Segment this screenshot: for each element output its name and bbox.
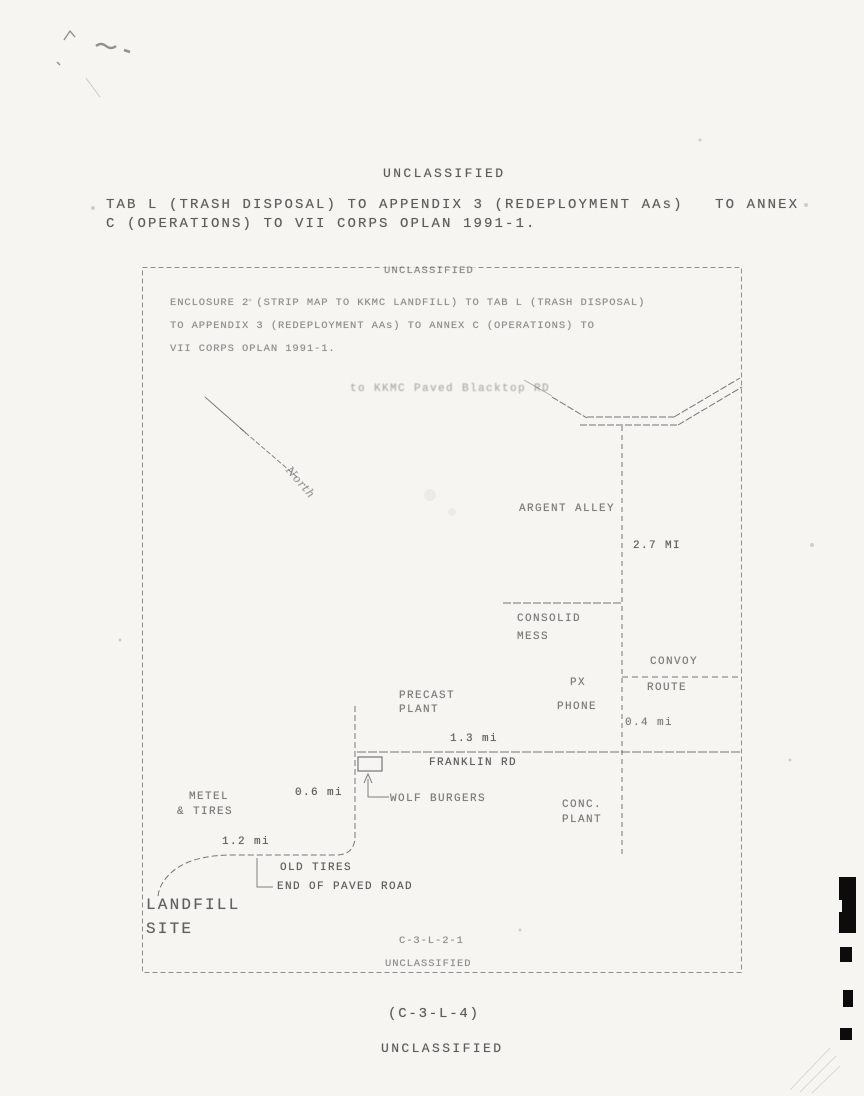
highway-west-taper (552, 397, 587, 418)
pencil-dot (57, 62, 60, 65)
kkmc-road-label: to KKMC Paved Blacktop RD (350, 383, 551, 395)
distance-0-4-mi-label: 0.4 mi (625, 717, 674, 729)
scan-artifact-marks (836, 877, 856, 1040)
enclosure-caption-line3: VII CORPS OPLAN 1991-1. (170, 343, 336, 355)
metel-tires-label-line1: METEL (189, 791, 230, 803)
metel-tires-label-line2: & TIRES (177, 806, 234, 818)
franklin-rd-label: FRANKLIN RD (429, 757, 518, 769)
scan-mark (840, 947, 852, 962)
scan-mark (843, 990, 853, 1007)
north-arrow-label: North (283, 464, 318, 502)
scuff-line (812, 1066, 840, 1093)
pencil-mark (64, 31, 75, 40)
scan-mark (840, 1028, 852, 1040)
end-of-paved-road-tick (257, 858, 273, 887)
distance-0-6-mi-label: 0.6 mi (295, 787, 344, 799)
map-reference-number: C-3-L-2-1 (399, 935, 464, 947)
pencil-smudge (96, 44, 116, 48)
argent-alley-label: ARGENT ALLEY (519, 503, 616, 515)
distance-1-3-mi-label: 1.3 mi (450, 733, 499, 745)
distance-2-7-mi-label: 2.7 MI (633, 540, 682, 552)
pencil-dot (124, 50, 130, 52)
distance-1-2-mi-label: 1.2 mi (222, 836, 271, 848)
document-title-line1: TAB L (TRASH DISPOSAL) TO APPENDIX 3 (REDEPLOYMENT AAs) TO ANNEX (106, 197, 800, 213)
wolf-burgers-building (358, 757, 382, 771)
convoy-route-label-line1: CONVOY (650, 656, 699, 668)
highway-northeast-bottom-line (678, 387, 742, 425)
pencil-stroke (86, 78, 100, 97)
pencil-scribbles (57, 31, 130, 97)
map-classification-footer: UNCLASSIFIED (385, 958, 472, 970)
landfill-site-label-line1: LANDFILL (146, 896, 241, 914)
conc-plant-label-line1: CONC. (562, 799, 603, 811)
enclosure-caption-line2: TO APPENDIX 3 (REDEPLOYMENT AAs) TO ANNEX C (OPERATIONS) TO (170, 320, 595, 332)
landfill-site-label-line2: SITE (146, 920, 194, 938)
scan-mark-notch (836, 900, 842, 912)
precast-plant-label-line1: PRECAST (399, 690, 456, 702)
convoy-route-label-line2: ROUTE (647, 682, 688, 694)
kkmc-highway (552, 378, 742, 425)
corner-scuff-marks (790, 1048, 840, 1093)
old-tires-label: OLD TIRES (280, 862, 353, 874)
north-arrow-head-edge (205, 397, 246, 433)
classification-banner-top: UNCLASSIFIED (383, 166, 506, 181)
map-classification-header: UNCLASSIFIED (380, 265, 478, 277)
px-phone-label-line2: PHONE (557, 701, 598, 713)
scuff-line (790, 1048, 830, 1090)
consolidated-mess-label-line2: MESS (517, 631, 550, 643)
document-title-line2: C (OPERATIONS) TO VII CORPS OPLAN 1991-1. (106, 216, 537, 232)
px-phone-label-line1: PX (570, 677, 587, 689)
conc-plant-label-line2: PLANT (562, 814, 603, 826)
classification-banner-bottom: UNCLASSIFIED (381, 1041, 504, 1056)
wolf-burgers-label: WOLF BURGERS (390, 793, 487, 805)
precast-plant-label-line2: PLANT (399, 704, 440, 716)
page-number: (C-3-L-4) (388, 1006, 480, 1022)
consolidated-mess-label-line1: CONSOLID (517, 613, 582, 625)
highway-northeast-top-line (674, 378, 740, 417)
map-border (143, 268, 742, 973)
end-of-paved-road-label: END OF PAVED ROAD (277, 881, 414, 893)
enclosure-caption-line1: ENCLOSURE 2 (STRIP MAP TO KKMC LANDFILL) TO TAB L (TRASH DISPOSAL) (170, 297, 646, 309)
